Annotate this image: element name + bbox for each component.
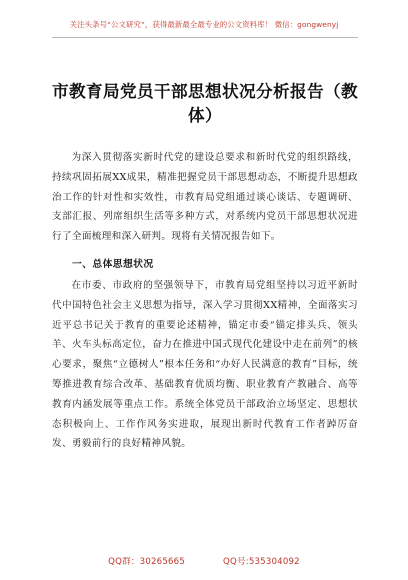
header-divider xyxy=(52,37,358,38)
footer-qq-number: QQ号:535304092 xyxy=(223,557,300,567)
intro-paragraph: 为深入贯彻落实新时代党的建设总要求和新时代党的组织路线，持续巩固拓展XX成果，精准把握党员干部思想动态，不断提升思想政治工作的针对性和实效性，市教育局党组通过谈心谈话、专题调研、支部汇报、列席组织生活等多种方式，对系统内党员干部思想状况进行了全面梳理和深入研判。现将有关情况报告如下。 xyxy=(52,152,358,243)
document-title: 市教育局党员干部思想状况分析报告（教体） xyxy=(52,82,358,125)
footer-qq-group: QQ群：30265665 xyxy=(108,557,186,567)
section-paragraph: 在市委、市政府的坚强领导下，市教育局党组坚持以习近平新时代中国特色社会主义思想为指导，深入学习贯彻XX精神，全面落实习近平总书记关于教育的重要论述精神，锚定市委“锚定排头兵、领头羊、火车头标高定位，奋力在推进中国式现代化建设中走在前列”的核心要求，聚焦“立德树人”根本任务和“办好人民满意的教育”目标，统筹推进教育综合改革、基础教育优质均衡、职业教育产教融合、高等教育内涵发展等重点工作。系统全体党员干部政治立场坚定、思想状态积极向上、工作作风务实进取，展现出新时代教育工作者踔厉奋发、勇毅前行的良好精神风貌。 xyxy=(52,280,358,450)
footer-contact xyxy=(0,556,408,568)
section-heading: 一、总体思想状况 xyxy=(72,259,154,270)
header-promo-note: 关注头条号“公文研究”，获得最新最全最专业的公文资料库！ 微信：gongwenyj xyxy=(69,20,339,29)
